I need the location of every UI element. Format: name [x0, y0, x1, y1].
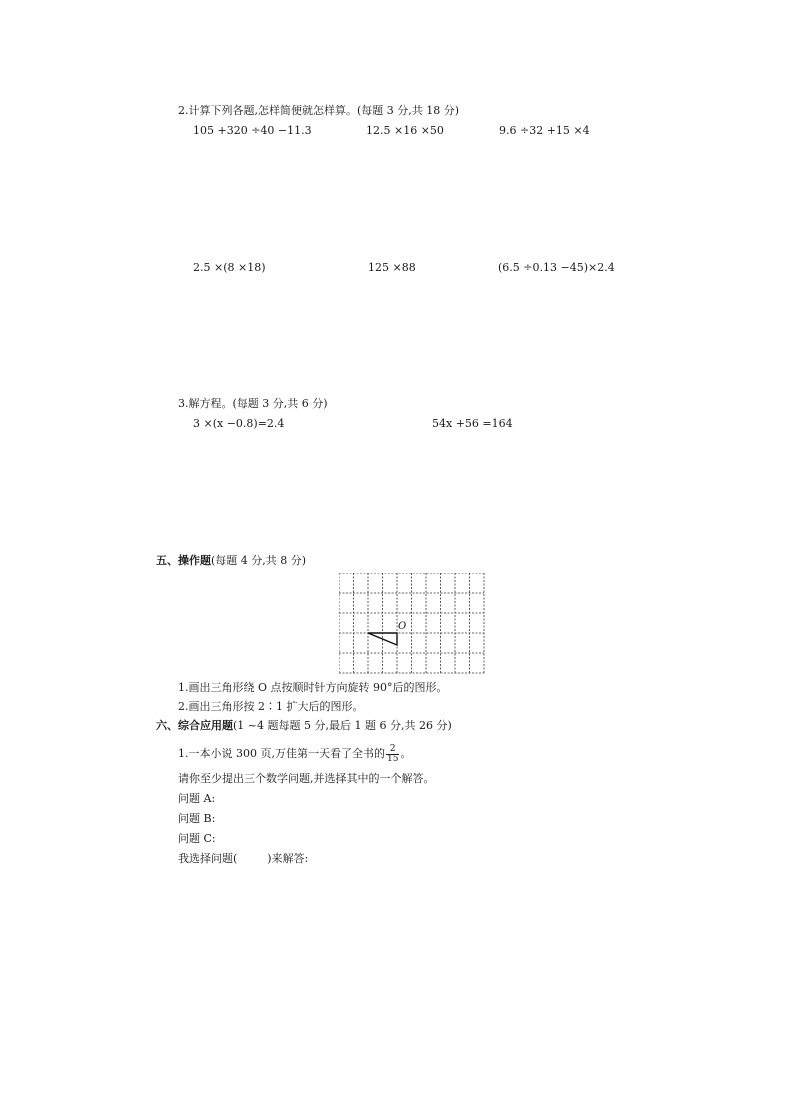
section6-prompt: 请你至少提出三个数学问题,并选择其中的一个解答。 — [178, 772, 435, 785]
q2-item-2: 12.5 ×16 ×50 — [366, 124, 444, 137]
choose-suffix: )来解答: — [267, 852, 309, 865]
q3-heading: 3.解方程。(每题 3 分,共 6 分) — [178, 397, 328, 410]
q1-suffix: 。 — [400, 747, 412, 760]
problem-b: 问题 B: — [178, 812, 216, 825]
section5-item-2: 2.画出三角形按 2∶1 扩大后的图形。 — [178, 700, 364, 713]
fraction — [386, 745, 399, 764]
section6-note: (1 ~4 题每题 5 分,最后 1 题 6 分,共 26 分) — [233, 719, 452, 732]
section5-note: (每题 4 分,共 8 分) — [211, 554, 307, 567]
section5-title: 五、操作题 — [156, 554, 211, 567]
fraction-numerator: 2 — [386, 745, 399, 755]
point-o-label: O — [398, 621, 407, 632]
q1-text: 1.一本小说 300 页,万佳第一天看了全书的 — [178, 747, 385, 760]
section6-title: 六、综合应用题 — [156, 719, 233, 732]
q2-item-1: 105 +320 ÷40 −11.3 — [193, 124, 312, 137]
choose-line — [178, 852, 308, 866]
q3-item-1: 3 ×(x −0.8)=2.4 — [193, 417, 285, 430]
q2-item-4: 2.5 ×(8 ×18) — [193, 261, 266, 274]
q3-item-2: 54x +56 =164 — [432, 417, 513, 430]
q2-heading: 2.计算下列各题,怎样简便就怎样算。(每题 3 分,共 18 分) — [178, 104, 460, 117]
q2-item-3: 9.6 ÷32 +15 ×4 — [499, 124, 590, 137]
choose-prefix: 我选择问题( — [178, 852, 238, 865]
section6-header — [156, 719, 452, 733]
grid-figure — [339, 573, 487, 677]
section6-q1 — [178, 743, 411, 765]
section5-item-1: 1.画出三角形绕 O 点按顺时针方向旋转 90°后的图形。 — [178, 681, 448, 694]
q2-item-5: 125 ×88 — [368, 261, 416, 274]
section5-header — [156, 554, 306, 568]
dotted-grid — [339, 573, 484, 673]
problem-c: 问题 C: — [178, 832, 216, 845]
problem-a: 问题 A: — [178, 792, 216, 805]
q2-item-6: (6.5 ÷0.13 −45)×2.4 — [498, 261, 615, 274]
fraction-denominator: 15 — [386, 753, 399, 764]
